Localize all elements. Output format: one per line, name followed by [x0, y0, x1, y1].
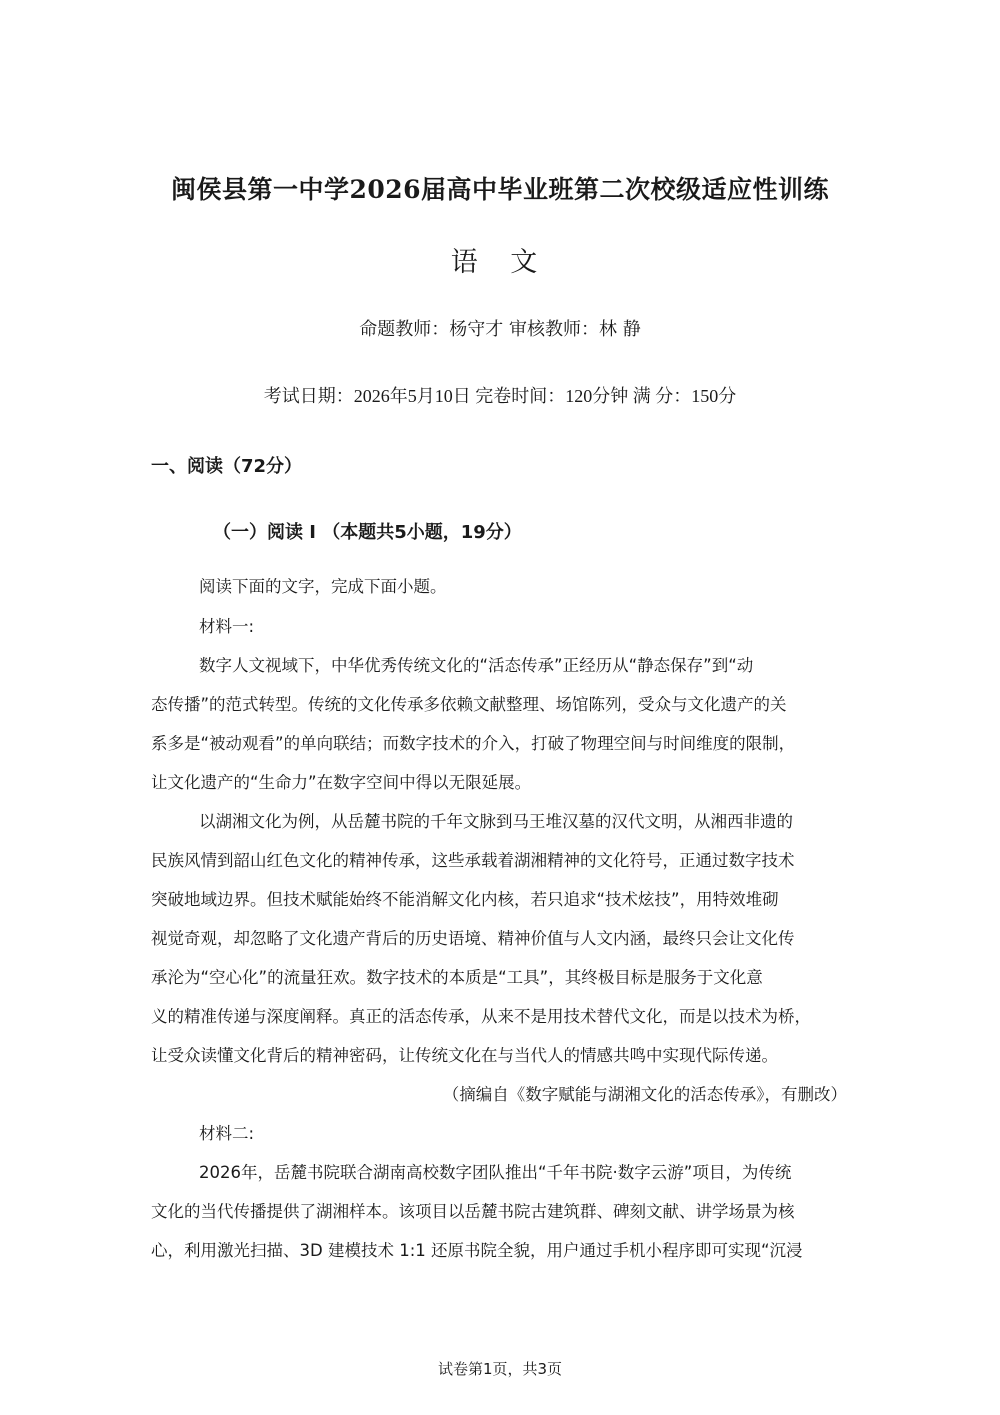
subject-title: 语 文 [450, 247, 550, 278]
paragraph-line: 民族风情到韶山红色文化的精神传承，这些承载着湖湘精神的文化符号，正通过数字技术 [151, 851, 795, 870]
paragraph-line: 承沦为“空心化”的流量狂欢。数字技术的本质是“工具”，其终极目标是服务于文化意 [151, 968, 763, 987]
paragraph-line: 数字人文视域下，中华优秀传统文化的“活态传承”正经历从“静态保存”到“动 [199, 656, 754, 675]
paragraph-line: 态传播”的范式转型。传统的文化传承多依赖文献整理、场馆陈列，受众与文化遗产的关 [151, 695, 787, 714]
paragraph-line: 以湖湘文化为例，从岳麓书院的千年文脉到马王堆汉墓的汉代文明，从湘西非遗的 [199, 812, 793, 831]
paragraph-line: 文化的当代传播提供了湖湘样本。该项目以岳麓书院古建筑群、碑刻文献、讲学场景为核 [151, 1202, 795, 1221]
paragraph-line: 心，利用激光扫描、3D 建模技术 1:1 还原书院全貌，用户通过手机小程序即可实现“沉浸 [151, 1241, 803, 1260]
paragraph-line: 系多是“被动观看”的单向联结；而数字技术的介入，打破了物理空间与时间维度的限制， [151, 734, 796, 753]
exam-title: 闽侯县第一中学2026届高中毕业班第二次校级适应性训练 [170, 175, 830, 204]
page-footer: 试卷第1页，共3页 [437, 1360, 563, 1378]
exam-info: 考试日期：2026年5月10日 完卷时间：120分钟 满 分：150分 [263, 386, 737, 406]
paragraph-line: 义的精准传递与深度阐释。真正的活态传承，从来不是用技术替代文化，而是以技术为桥， [151, 1007, 811, 1026]
paragraph-line: 突破地域边界。但技术赋能始终不能消解文化内核，若只追求“技术炫技”，用特效堆砌 [151, 890, 779, 909]
material1-source: （摘编自《数字赋能与湖湘文化的活态传承》，有删改） [442, 1085, 847, 1104]
subsection-heading: （一）阅读 I （本题共5小题，19分） [213, 522, 522, 543]
paragraph-line: 2026年，岳麓书院联合湖南高校数字团队推出“千年书院·数字云游”项目，为传统 [199, 1163, 792, 1182]
paragraph-line: 让受众读懂文化背后的精神密码，让传统文化在与当代人的情感共鸣中实现代际传递。 [151, 1046, 778, 1065]
instruction-text: 阅读下面的文字，完成下面小题。 [199, 577, 447, 596]
paragraph-line: 视觉奇观，却忽略了文化遗产背后的历史语境、精神价值与人文内涵，最终只会让文化传 [151, 929, 795, 948]
teacher-info: 命题教师：杨守才 审核教师：林 静 [359, 319, 641, 340]
material1-label: 材料一: [199, 617, 255, 636]
section-heading: 一、阅读（72分） [151, 456, 303, 477]
material2-label: 材料二: [199, 1124, 255, 1143]
paragraph-line: 让文化遗产的“生命力”在数字空间中得以无限延展。 [151, 773, 532, 792]
